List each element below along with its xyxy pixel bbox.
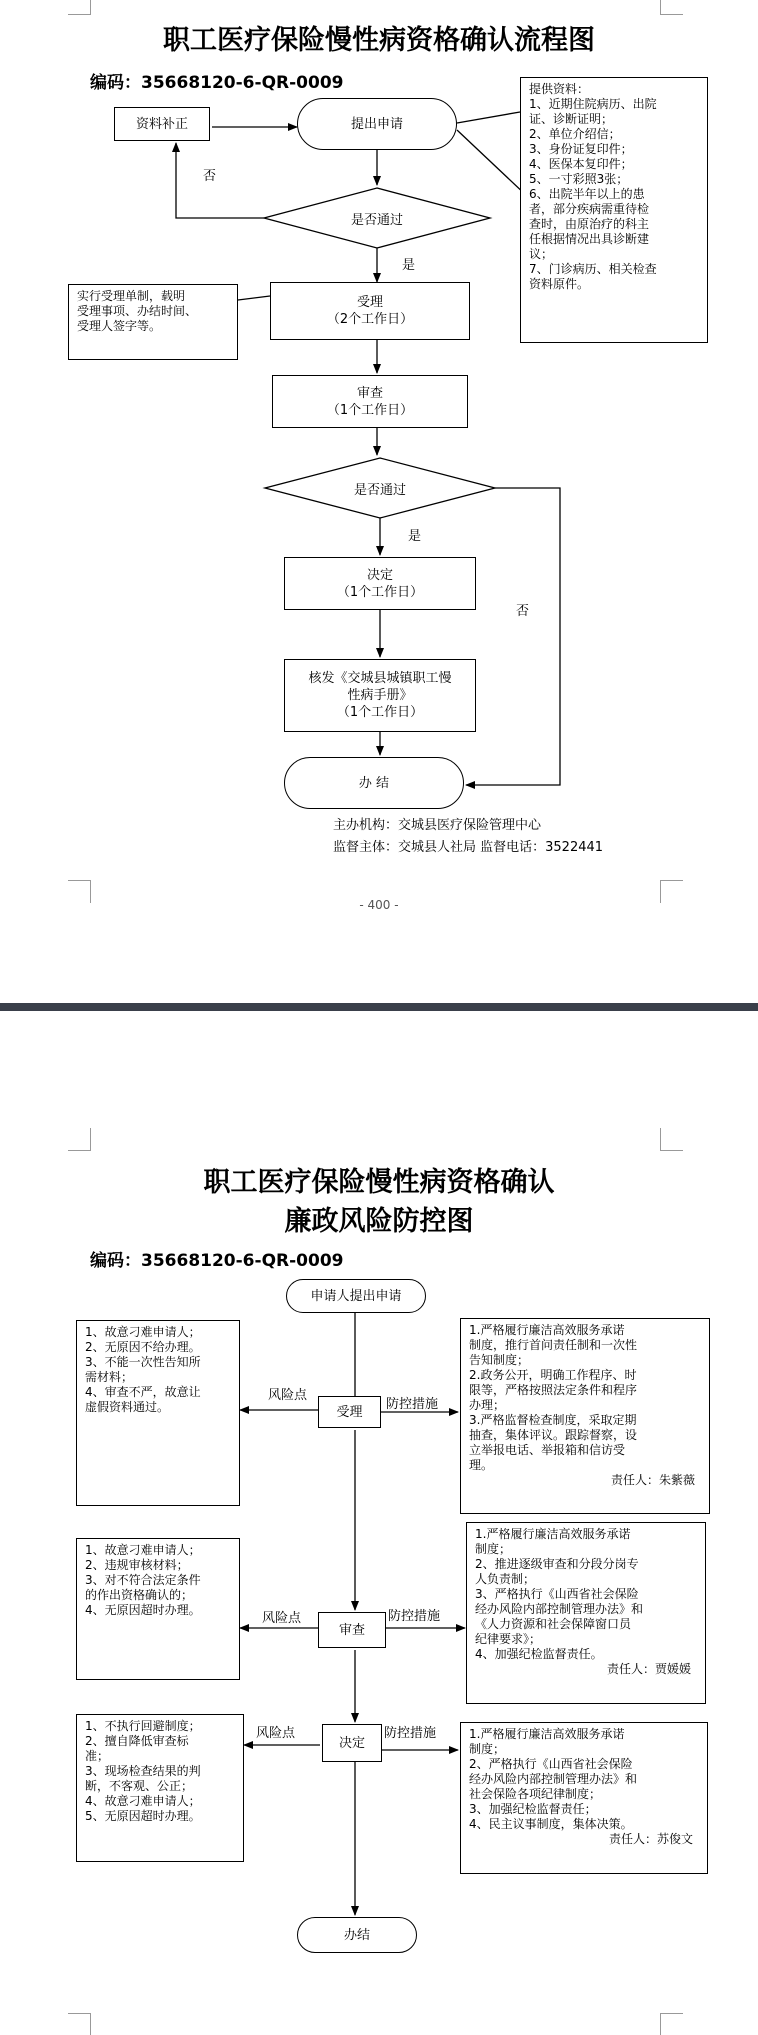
accept-note-line: 受理人签字等。	[77, 319, 162, 333]
decide-box	[284, 557, 476, 610]
control-line: 办理；	[469, 1398, 506, 1412]
control-line: 2、推进逐级审查和分段分岗专	[475, 1557, 639, 1571]
label-yes-1: 是	[402, 258, 416, 273]
page1-code: 编码：35668120-6-QR-0009	[90, 73, 344, 93]
materials-line: 3、身份证复印件；	[529, 142, 633, 156]
control-line: 3、严格执行《山西省社会保险	[475, 1587, 639, 1601]
risk-line: 2、违规审核材料；	[85, 1558, 189, 1572]
materials-line: 者，部分疾病需重待检	[529, 202, 650, 216]
control-label-2: 防控措施	[388, 1609, 441, 1624]
footer-organizer: 主办机构：交城县医疗保险管理中心	[333, 818, 542, 833]
done-stage-box: 办结	[297, 1917, 417, 1953]
risk-line: 3、现场检查结果的判	[85, 1764, 201, 1778]
risk-line: 4、无原因超时办理。	[85, 1603, 201, 1617]
page2-title-line-2: 廉政风险防控图	[284, 1206, 474, 1237]
review-stage-box: 审查	[318, 1612, 386, 1648]
control-line: 理。	[469, 1458, 494, 1472]
crop-mark	[68, 1128, 91, 1151]
arrow-pass1-no	[176, 143, 264, 218]
risk-box-2	[76, 1538, 240, 1680]
control-line: 1.严格履行廉洁高效服务承诺	[469, 1323, 625, 1337]
risk-line: 5、无原因超时办理。	[85, 1809, 201, 1823]
decide-duration: （1个工作日）	[336, 584, 424, 600]
footer-supervisor: 监督主体：交城县人社局 监督电话：3522441	[333, 840, 604, 855]
control-line: 2.政务公开，明确工作程序、时	[469, 1368, 637, 1382]
risk-box-1	[76, 1320, 240, 1506]
control-line: 制度，推行首问责任制和一次性	[469, 1338, 638, 1352]
accept-duration: （2个工作日）	[326, 312, 414, 327]
accept-note	[68, 284, 238, 360]
page-number: - 400 -	[359, 898, 399, 912]
risk-line: 需材料；	[85, 1370, 134, 1384]
owner-line-1: 责任人：朱紫薇	[610, 1473, 695, 1487]
callout-line-3	[238, 296, 270, 300]
label-no-1: 否	[203, 169, 217, 184]
control-line: 3、加强纪检监督责任；	[469, 1802, 597, 1816]
materials-line: 任根据情况出具诊断建	[529, 232, 650, 246]
control-line: 限等，严格按照法定条件和程序	[469, 1383, 638, 1397]
accept-note-line: 实行受理单制，载明	[77, 289, 186, 303]
submit-box: 提出申请	[297, 98, 457, 150]
control-line: 纪律要求》；	[475, 1632, 542, 1646]
page2-title-line-1: 职工医疗保险慢性病资格确认	[203, 1167, 555, 1198]
issue-line-2: 性病手册》	[347, 688, 413, 703]
materials-line: 1、近期住院病历、出院	[529, 97, 657, 111]
issue-line-3: （1个工作日）	[336, 705, 424, 720]
risk-line: 3、不能一次性告知所	[85, 1355, 201, 1369]
crop-mark	[660, 0, 683, 15]
materials-line: 4、医保本复印件；	[529, 157, 633, 171]
decide-stage-box: 决定	[322, 1724, 382, 1762]
owner-line-2: 责任人：贾媛媛	[606, 1662, 691, 1676]
crop-mark	[660, 1128, 683, 1151]
decision-2-label: 是否通过	[353, 483, 406, 498]
control-box-3	[460, 1722, 708, 1874]
accept-title: 受理	[356, 295, 383, 310]
accept-note-line: 受理事项、办结时间、	[77, 304, 198, 318]
control-line: 3.严格监督检查制度，采取定期	[469, 1413, 637, 1427]
risk-label-3: 风险点	[256, 1726, 296, 1741]
done-box: 办 结	[284, 757, 464, 809]
materials-line: 5、一寸彩照3张；	[529, 172, 629, 186]
control-line: 抽查，集体评议。跟踪督察，设	[469, 1428, 638, 1442]
control-line: 《人力资源和社会保障窗口员	[475, 1617, 632, 1631]
risk-line: 4、审查不严，故意让	[85, 1385, 201, 1399]
risk-line: 1、故意刁难申请人；	[85, 1325, 201, 1339]
control-line: 社会保险各项纪律制度；	[469, 1787, 602, 1801]
risk-line: 断，不客观、公正；	[85, 1779, 194, 1793]
crop-mark	[660, 2013, 683, 2035]
supplement-box: 资料补正	[114, 107, 210, 141]
risk-line: 3、对不符合法定条件	[85, 1573, 201, 1587]
control-line: 制度；	[475, 1542, 512, 1556]
arrow-pass2-no	[466, 488, 560, 785]
risk-line: 虚假资料通过。	[85, 1400, 170, 1414]
label-no-2: 否	[516, 604, 530, 619]
control-line: 人负责制；	[475, 1572, 536, 1586]
risk-line: 的作出资格确认的；	[85, 1588, 194, 1602]
accept-stage-box: 受理	[318, 1396, 381, 1428]
label-yes-2: 是	[408, 529, 422, 544]
accept-box	[270, 282, 470, 340]
control-line: 告知制度；	[469, 1353, 530, 1367]
materials-line: 6、出院半年以上的患	[529, 187, 645, 201]
control-line: 4、加强纪检监督责任。	[475, 1647, 603, 1661]
control-box-1	[460, 1318, 710, 1514]
risk-line: 4、故意刁难申请人；	[85, 1794, 201, 1808]
risk-line: 准；	[85, 1749, 110, 1763]
materials-line: 2、单位介绍信；	[529, 127, 621, 141]
crop-mark	[68, 2013, 91, 2035]
start-box: 申请人提出申请	[286, 1279, 426, 1313]
callout-line-1	[457, 112, 520, 123]
review-duration: （1个工作日）	[326, 402, 414, 418]
risk-label-1: 风险点	[268, 1388, 308, 1403]
materials-line: 查时，由原治疗的科主	[529, 217, 650, 231]
materials-line: 证、诊断证明；	[529, 112, 614, 126]
review-box	[272, 375, 468, 428]
review-title: 审查	[356, 385, 383, 401]
control-line: 经办风险内部控制管理办法》和	[475, 1602, 644, 1616]
control-line: 2、严格执行《山西省社会保险	[469, 1757, 633, 1771]
materials-line: 7、门诊病历、相关检查	[529, 262, 657, 276]
control-label-1: 防控措施	[386, 1397, 439, 1412]
materials-line: 资料原件。	[529, 277, 590, 291]
decision-1-label: 是否通过	[350, 213, 403, 228]
control-line: 1.严格履行廉洁高效服务承诺	[475, 1527, 631, 1541]
control-line: 4、民主议事制度，集体决策。	[469, 1817, 633, 1831]
risk-line: 2、擅自降低审查标	[85, 1734, 189, 1748]
issue-line-1: 核发《交城县城镇职工慢	[308, 671, 452, 686]
risk-line: 2、无原因不给办理。	[85, 1340, 201, 1354]
risk-label-2: 风险点	[262, 1611, 302, 1626]
issue-box	[284, 659, 476, 732]
crop-mark	[68, 0, 91, 15]
materials-line: 议；	[529, 247, 554, 261]
risk-box-3	[76, 1714, 244, 1862]
control-box-2	[466, 1522, 706, 1704]
control-line: 制度；	[469, 1742, 506, 1756]
risk-line: 1、故意刁难申请人；	[85, 1543, 201, 1557]
risk-line: 1、不执行回避制度；	[85, 1719, 201, 1733]
page-separator	[0, 1003, 758, 1011]
control-line: 经办风险内部控制管理办法》和	[469, 1772, 638, 1786]
page1-title: 职工医疗保险慢性病资格确认流程图	[163, 25, 595, 56]
page2-code: 编码：35668120-6-QR-0009	[90, 1251, 344, 1271]
control-line: 立举报电话、举报箱和信访受	[469, 1443, 626, 1457]
owner-line-3: 责任人：苏俊文	[608, 1832, 693, 1846]
control-label-3: 防控措施	[384, 1726, 437, 1741]
control-line: 1.严格履行廉洁高效服务承诺	[469, 1727, 625, 1741]
materials-note	[520, 77, 708, 343]
decide-title: 决定	[366, 567, 393, 583]
materials-line: 提供资料：	[529, 82, 590, 96]
